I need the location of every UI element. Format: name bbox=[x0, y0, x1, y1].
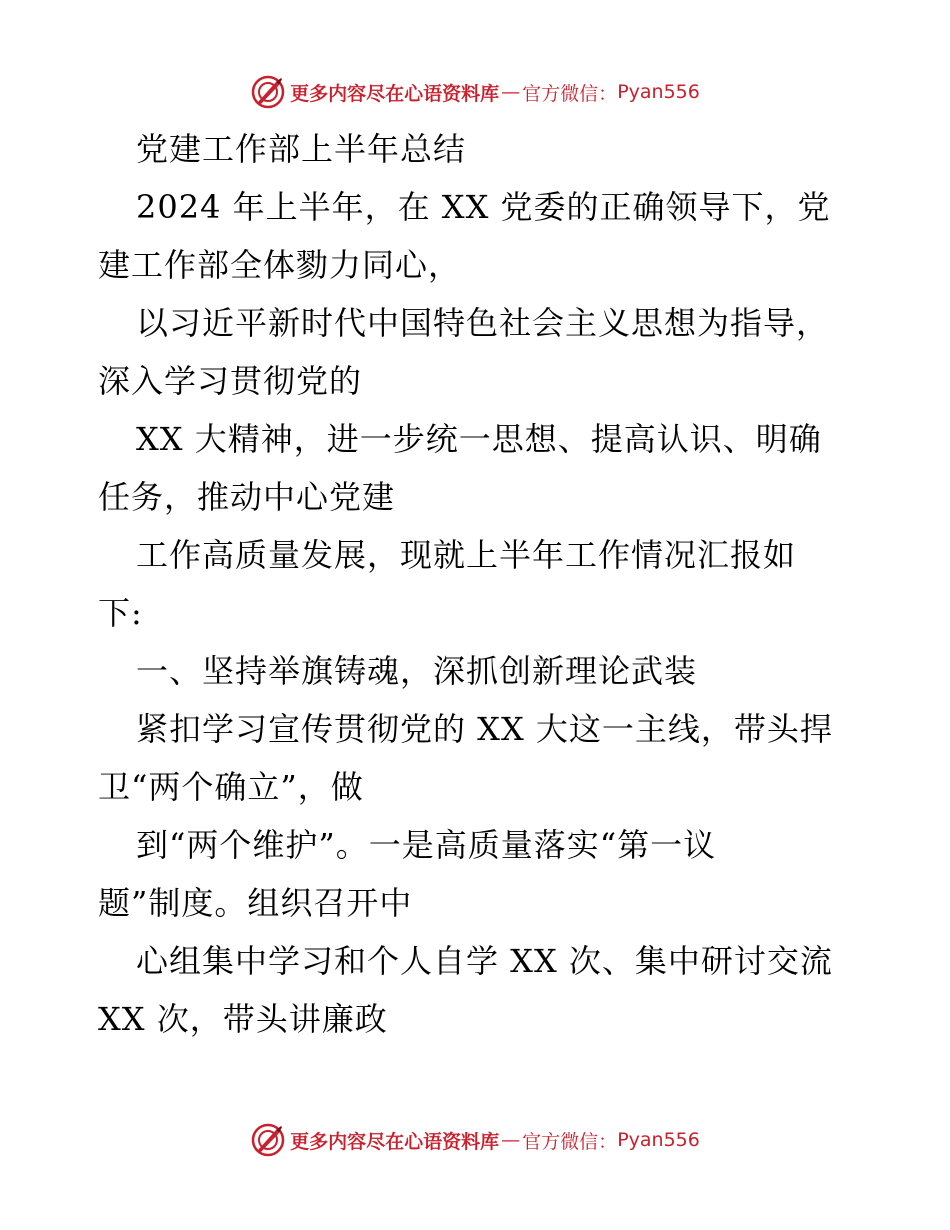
text-line: 以习近平新时代中国特色社会主义思想为指导， bbox=[136, 304, 830, 342]
watermark-official-label: 官方微信： bbox=[522, 1130, 618, 1153]
text-line: XX 次，带头讲廉政 bbox=[98, 1000, 388, 1038]
watermark-handle: Pyan556 bbox=[617, 1129, 700, 1151]
header-watermark bbox=[0, 72, 950, 112]
text-line: 工作高质量发展，现就上半年工作情况汇报如 bbox=[136, 536, 797, 574]
text-line: 卫“两个确立”，做 bbox=[98, 768, 364, 806]
footer-watermark bbox=[0, 1120, 950, 1160]
text-line: 紧扣学习宣传贯彻党的 XX 大这一主线，带头捍 bbox=[136, 710, 833, 748]
text-line: 下: bbox=[98, 594, 143, 632]
watermark-separator: — bbox=[501, 1129, 521, 1151]
watermark-site-text: 更多内容尽在心语资料库 bbox=[290, 1130, 500, 1153]
text-line: 题”制度。组织召开中 bbox=[98, 884, 413, 922]
text-line: 建工作部全体勠力同心， bbox=[98, 246, 462, 284]
watermark-official-label: 官方微信： bbox=[522, 82, 618, 105]
quill-logo-icon bbox=[250, 1122, 286, 1158]
text-line: 心组集中学习和个人自学 XX 次、集中研讨交流 bbox=[136, 942, 833, 980]
text-line: 一、坚持举旗铸魂，深抓创新理论武装 bbox=[136, 652, 698, 690]
quill-logo-icon bbox=[250, 74, 286, 110]
text-line: XX 大精神，进一步统一思想、提高认识、明确 bbox=[136, 420, 822, 458]
watermark-handle: Pyan556 bbox=[617, 81, 700, 103]
text-line: 到“两个维护”。一是高质量落实“第一议 bbox=[136, 826, 717, 864]
text-line: 深入学习贯彻党的 bbox=[98, 362, 363, 400]
document-body bbox=[98, 120, 858, 1048]
document-title: 党建工作部上半年总结 bbox=[136, 130, 467, 168]
watermark-separator: — bbox=[501, 81, 521, 103]
watermark-site-text: 更多内容尽在心语资料库 bbox=[290, 82, 500, 105]
text-line: 2024 年上半年，在 XX 党委的正确领导下，党 bbox=[136, 188, 831, 226]
text-line: 任务，推动中心党建 bbox=[98, 478, 396, 516]
